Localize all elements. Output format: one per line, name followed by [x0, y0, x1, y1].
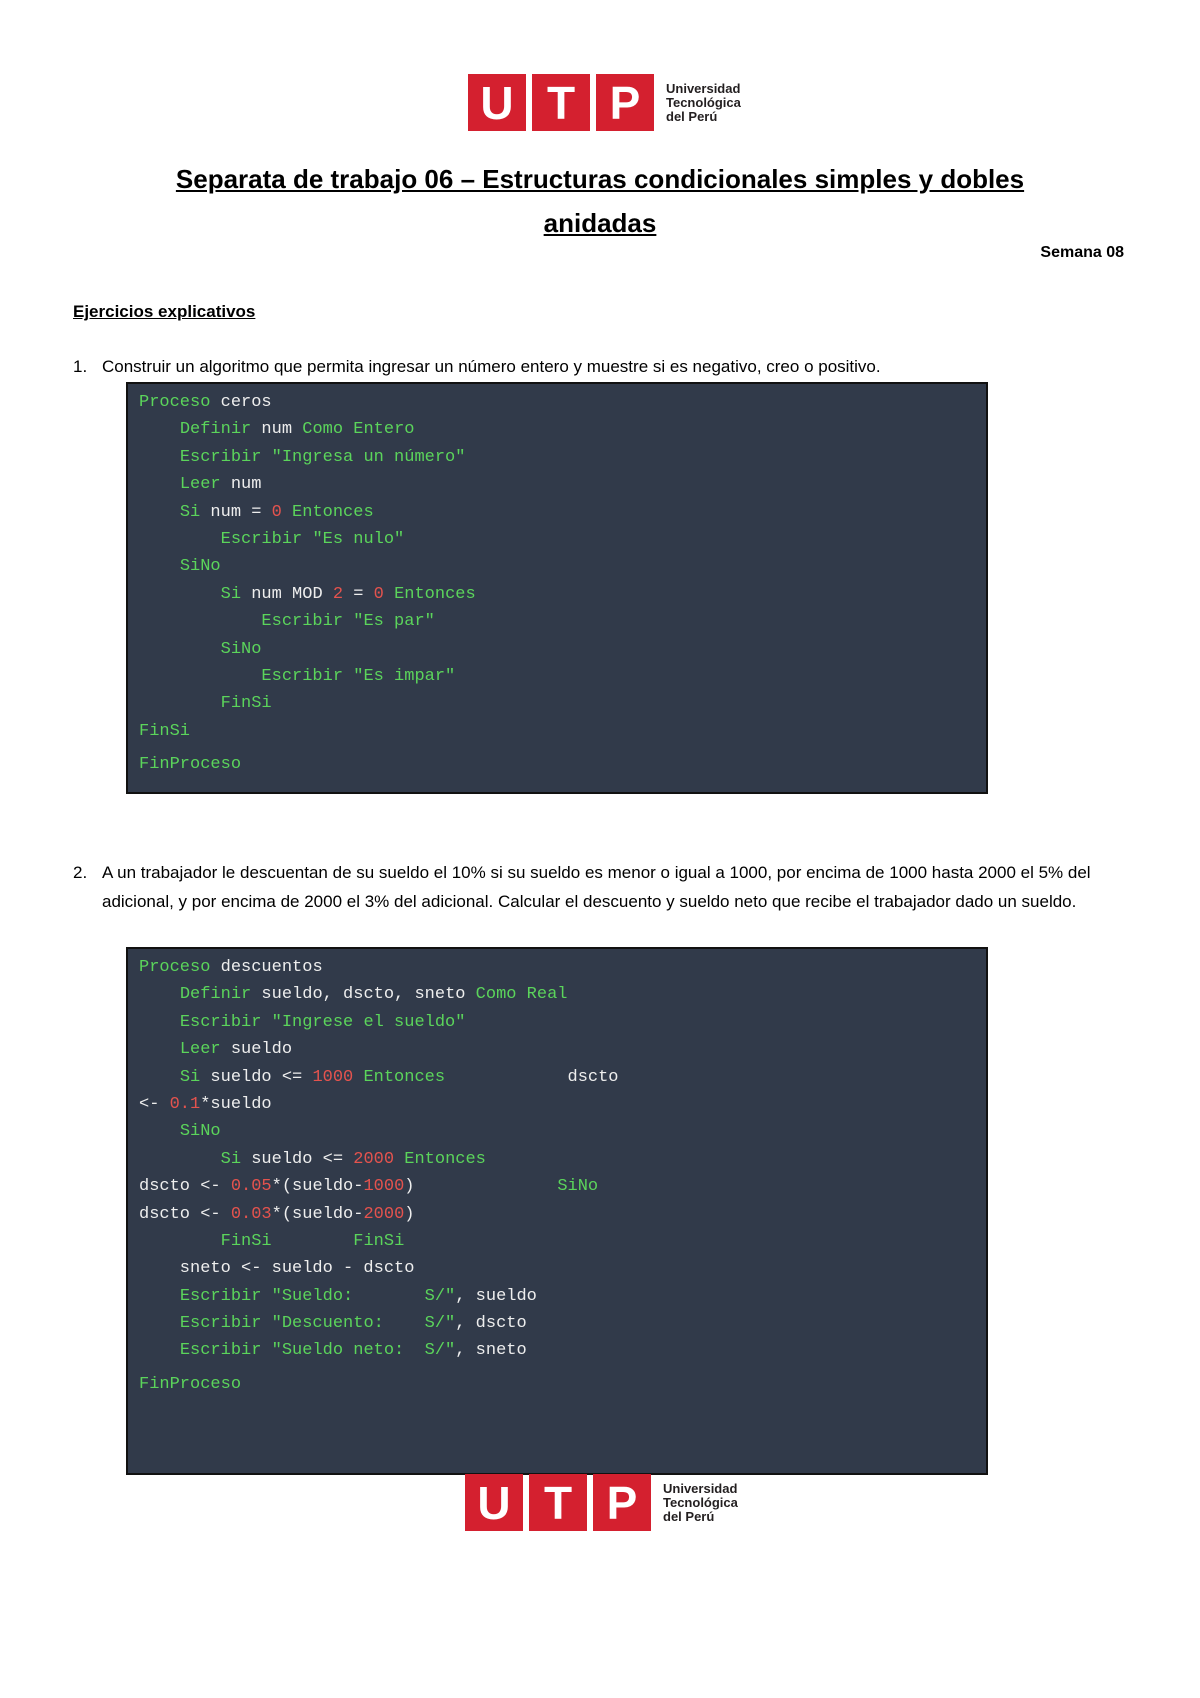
logo-university-name: Universidad Tecnológica del Perú: [663, 1480, 738, 1524]
logo-letter-u: U: [468, 74, 526, 131]
code-line: <- 0.1*sueldo: [139, 1094, 272, 1114]
code-line: Escribir "Sueldo neto: S/", sneto: [179, 1341, 527, 1361]
code-line: Si num MOD 2 = 0 Entonces: [220, 584, 476, 604]
code-line: sneto <- sueldo - dscto: [139, 1259, 415, 1279]
exercise-1-statement: [73, 352, 1133, 381]
code-line: FinProceso: [139, 755, 242, 775]
exercise-2-statement: [73, 858, 1133, 916]
code-line: Escribir "Ingresa un número": [179, 447, 466, 467]
code-line: Leer sueldo: [179, 1040, 293, 1060]
week-label: Semana 08: [1040, 244, 1124, 261]
logo-university-name: Universidad Tecnológica del Perú: [666, 80, 741, 124]
code-line: FinSi FinSi: [220, 1231, 405, 1251]
logo-letter-p: P: [596, 74, 654, 131]
code-line: Escribir "Sueldo: S/", sueldo: [179, 1286, 537, 1306]
exercise-2-code-block: [126, 947, 988, 1475]
code-line: Definir sueldo, dscto, sneto Como Real: [179, 985, 568, 1005]
code-line: SiNo: [179, 557, 221, 577]
exercise-text: Construir un algoritmo que permita ingresar un número entero y muestre si es negativo, creo o positivo.: [102, 357, 881, 376]
section-heading: Ejercicios explicativos: [73, 302, 256, 321]
document-title: Separata de trabajo 06 – Estructuras condicionales simples y dobles anidadas: [175, 164, 1025, 238]
code-line: FinProceso: [139, 1374, 242, 1394]
utp-logo-footer: [465, 1474, 738, 1531]
code-line: Si sueldo <= 2000 Entonces: [220, 1149, 486, 1169]
code-line: Escribir "Es impar": [261, 666, 456, 686]
code-line: dscto <- 0.05*(sueldo-1000) SiNo: [139, 1177, 599, 1197]
logo-letter-u: U: [465, 1474, 523, 1531]
code-line: Definir num Como Entero: [179, 420, 415, 440]
code-line: Proceso descuentos: [139, 958, 323, 977]
exercise-1-code-block: [126, 382, 988, 794]
code-line: Escribir "Es par": [261, 612, 435, 632]
code-line: SiNo: [220, 639, 262, 659]
utp-logo: [468, 74, 741, 131]
code-line: Si sueldo <= 1000 Entonces dscto: [179, 1067, 619, 1087]
code-line: Escribir "Descuento: S/", dscto: [179, 1314, 527, 1334]
code-line: Leer num: [179, 475, 262, 495]
code-line: SiNo: [179, 1122, 221, 1142]
code-line: dscto <- 0.03*(sueldo-2000): [139, 1204, 415, 1224]
code-line: Escribir "Es nulo": [220, 529, 405, 549]
logo-letter-t: T: [529, 1474, 587, 1531]
code-line: FinSi: [220, 694, 272, 714]
exercise-number: 2.: [73, 863, 88, 882]
code-line: Proceso ceros: [139, 393, 272, 412]
logo-letter-p: P: [593, 1474, 651, 1531]
code-line: Escribir "Ingrese el sueldo": [179, 1012, 466, 1032]
code-line: FinSi: [139, 721, 191, 741]
exercise-text: A un trabajador le descuentan de su sueldo el 10% si su sueldo es menor o igual a 1000, por encima de 1000 hasta 2000 el 5% del adicional, y por encima de 2000 el 3% del adicional. Calcular el descuento y sueldo neto que recibe el trabajador dado un sueldo.: [102, 863, 1091, 911]
logo-letter-t: T: [532, 74, 590, 131]
code-line: Si num = 0 Entonces: [179, 502, 374, 522]
exercise-number: 1.: [73, 357, 88, 376]
